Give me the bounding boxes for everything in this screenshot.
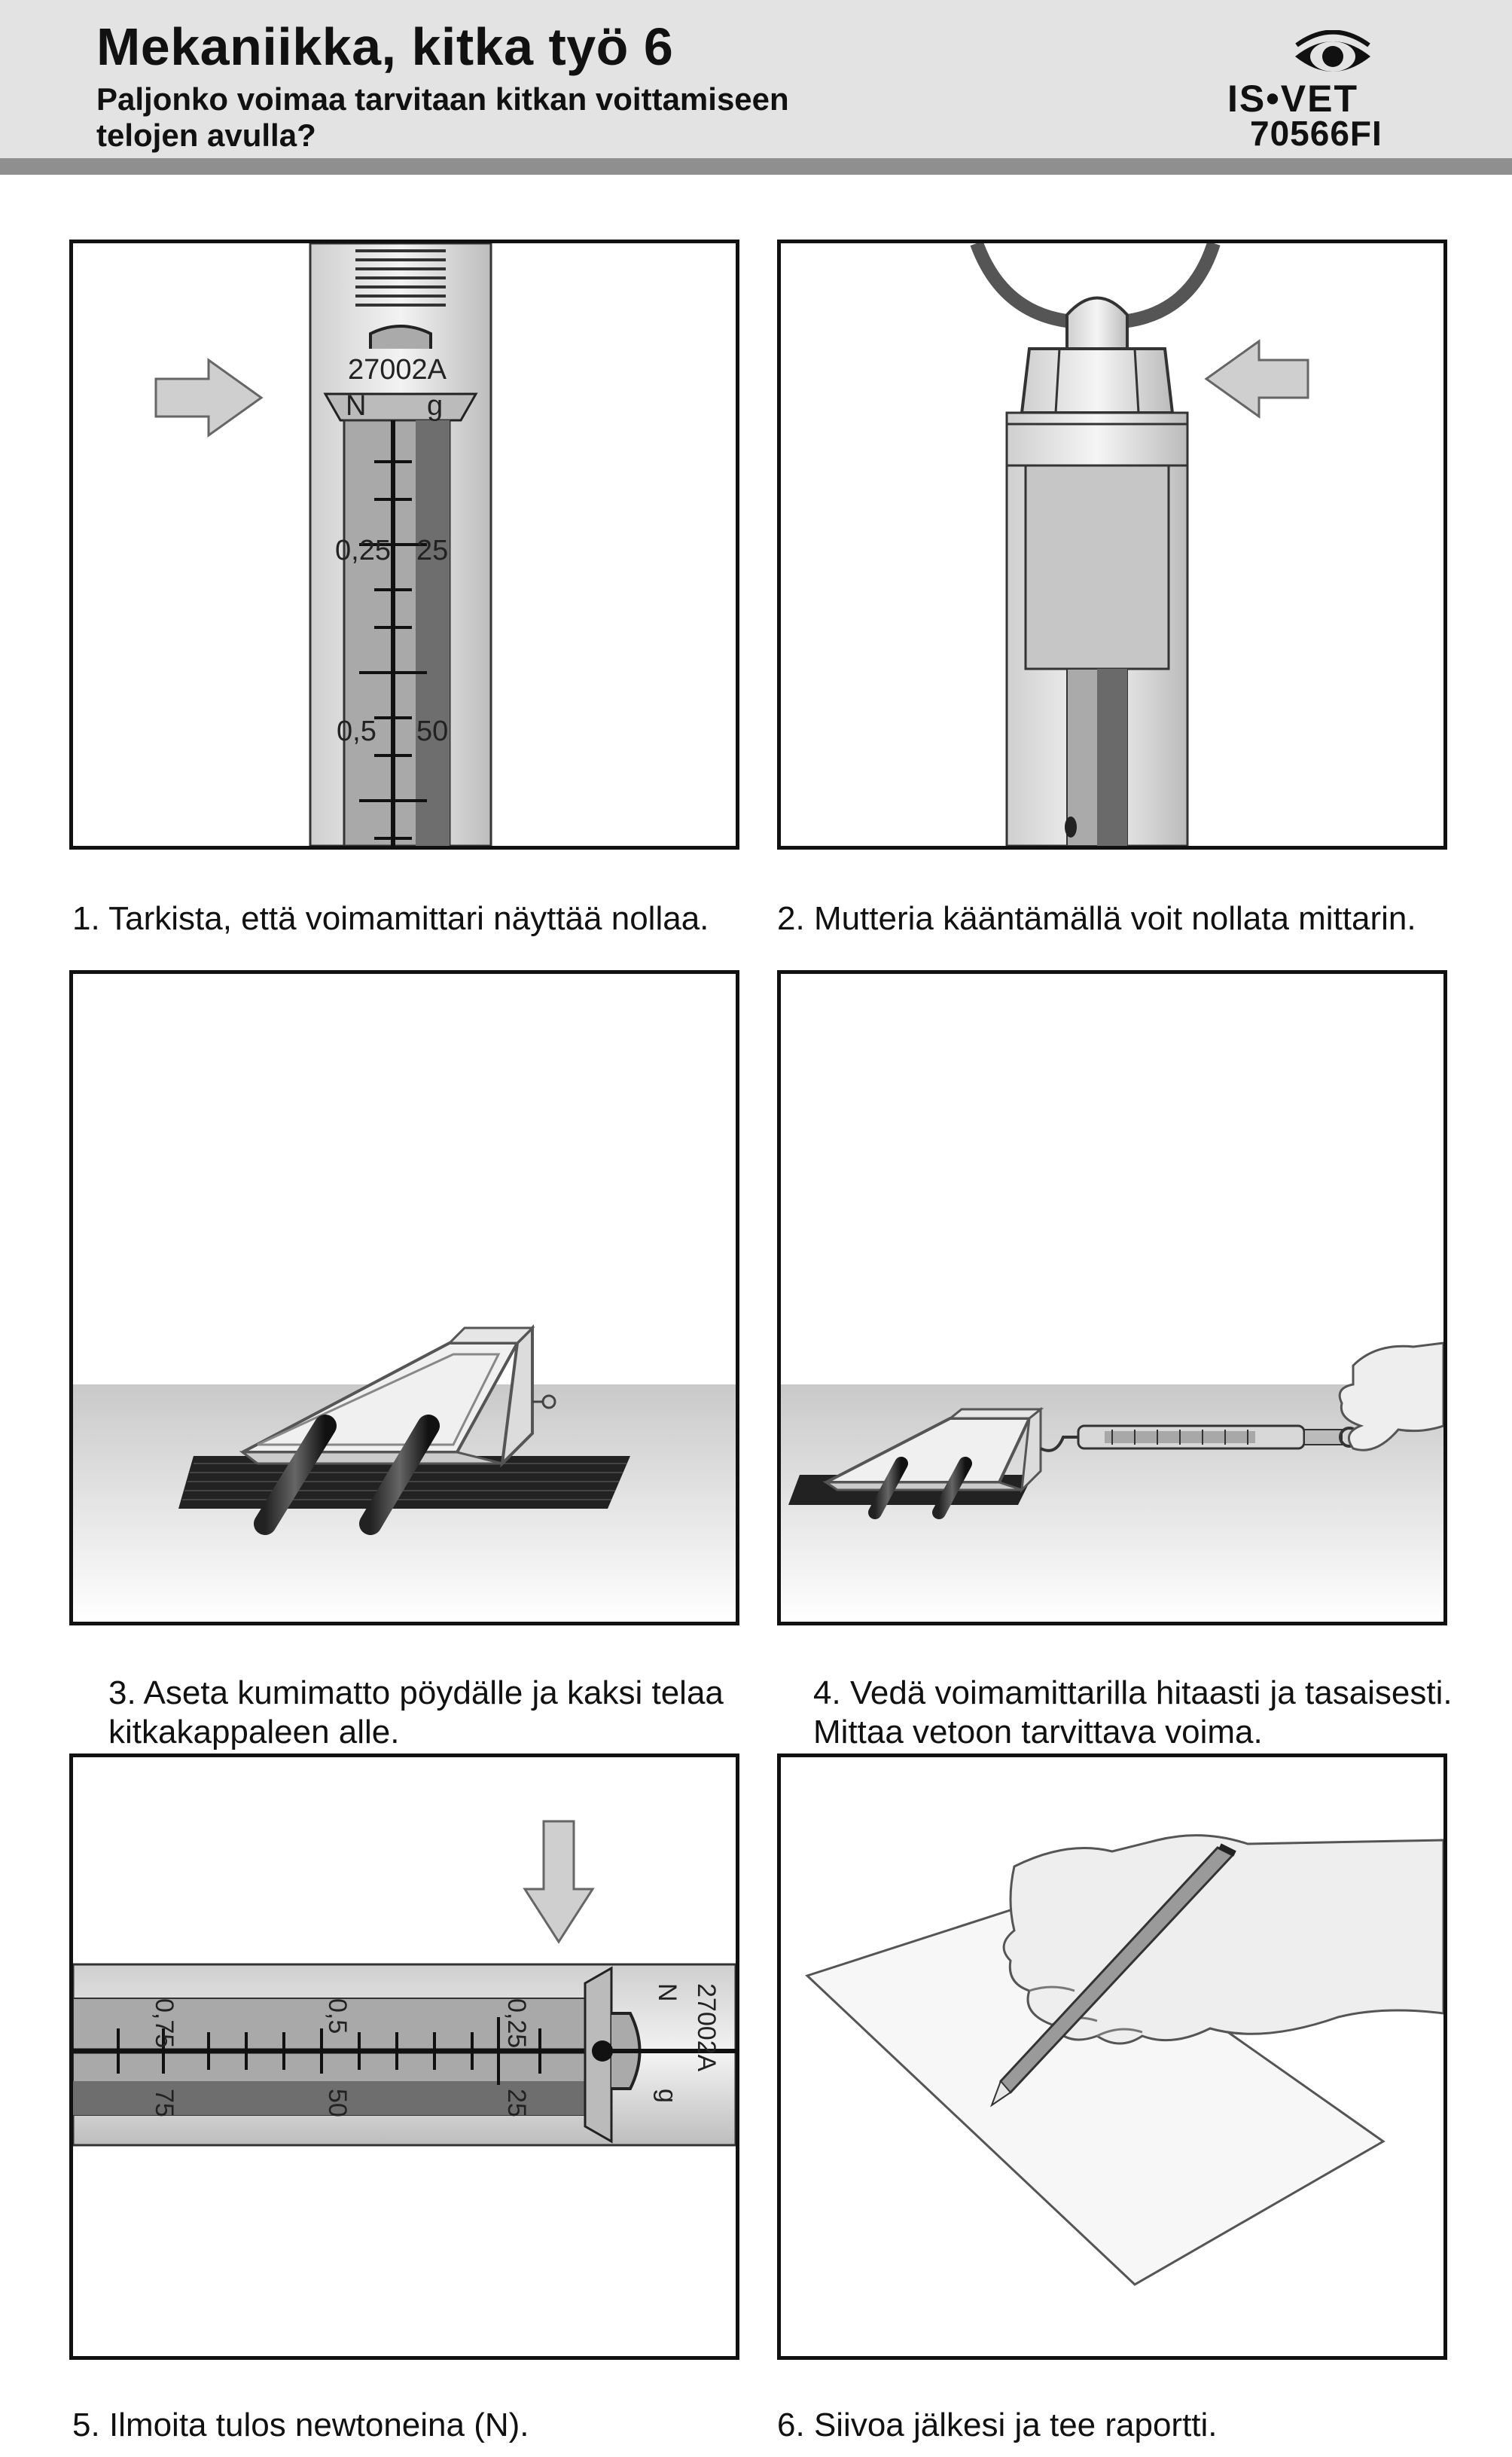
step-5-illustration <box>69 1753 739 2360</box>
tick-05-label: 0,5 <box>323 1998 352 2034</box>
step-5-caption <box>72 2367 750 2445</box>
arrow-right-icon <box>156 360 261 435</box>
step-6-text: Siivoa jälkesi ja tee raportti. <box>813 2407 1218 2443</box>
step-1-caption <box>72 860 750 939</box>
step-3-number: 3. <box>108 1674 136 1711</box>
step-2-illustration <box>777 240 1447 850</box>
model-label: 27002A <box>692 1983 721 2072</box>
tick-25-label: 25 <box>416 535 449 566</box>
tick-75-label: 75 <box>150 2089 178 2117</box>
step-1-number: 1. <box>72 900 100 937</box>
step-4-illustration <box>777 970 1447 1625</box>
tick-50-label: 50 <box>416 716 449 747</box>
step-6-caption <box>777 2367 1492 2445</box>
brand-text: IS•VET <box>1227 78 1358 113</box>
page-title: Mekaniikka, kitka työ 6 <box>96 17 674 76</box>
arrow-down-icon <box>525 1821 593 1942</box>
header-bar <box>0 158 1512 175</box>
step-2-text: Mutteria kääntämällä voit nollata mittarin. <box>813 900 1416 937</box>
step-2-number: 2. <box>777 900 805 937</box>
unit-n-label: N <box>346 390 367 422</box>
step-3-caption <box>72 1634 786 1752</box>
step-1-illustration <box>69 240 739 850</box>
unit-n-label: N <box>653 1983 681 2002</box>
step-4-caption <box>777 1634 1512 1752</box>
tick-075-label: 0,75 <box>150 1998 178 2049</box>
unit-g-label: g <box>427 390 444 422</box>
tick-025-label: 0,25 <box>502 1998 531 2049</box>
step-5-number: 5. <box>72 2407 100 2443</box>
step-3-text: Aseta kumimatto pöydälle ja kaksi telaa kitkakappaleen alle. <box>108 1674 724 1750</box>
step-4-number: 4. <box>813 1674 841 1711</box>
product-code: 70566FI <box>1250 114 1382 153</box>
model-label: 27002A <box>348 354 447 386</box>
page-subtitle: Paljonko voimaa tarvitaan kitkan voittamiseen telojen avulla? <box>96 81 789 153</box>
step-5-text: Ilmoita tulos newtoneina (N). <box>108 2407 529 2443</box>
step-6-illustration <box>777 1753 1447 2360</box>
tick-50-label: 50 <box>323 2089 352 2117</box>
tick-05-label: 0,5 <box>337 716 376 747</box>
unit-g-label: g <box>653 2089 681 2103</box>
step-1-text: Tarkista, että voimamittari näyttää nollaa. <box>108 900 709 937</box>
tick-025-label: 0,25 <box>335 535 391 566</box>
arrow-left-icon <box>1206 341 1308 417</box>
step-2-caption <box>777 860 1492 939</box>
step-3-illustration <box>69 970 739 1625</box>
eye-icon <box>1220 30 1446 113</box>
step-4-text: Vedä voimamittarilla hitaasti ja tasaisesti. Mittaa vetoon tarvittava voima. <box>813 1674 1453 1750</box>
step-6-number: 6. <box>777 2407 805 2443</box>
tick-25-label: 25 <box>502 2089 531 2117</box>
